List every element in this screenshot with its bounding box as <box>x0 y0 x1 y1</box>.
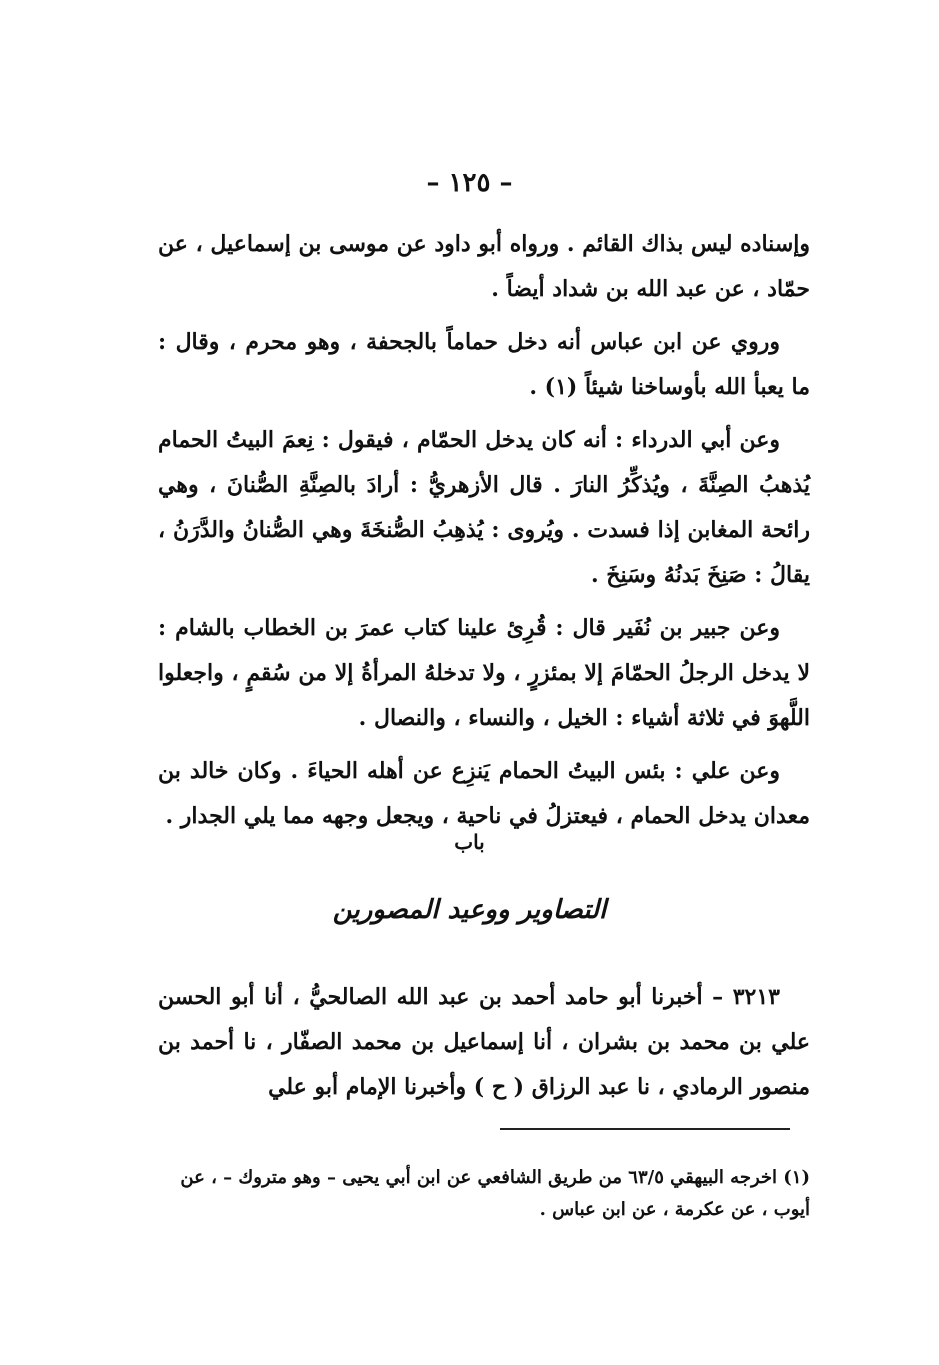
paragraph: وإسناده ليس بذاك القائم . ورواه أبو داود عن موسى بن إسماعيل ، عن حمّاد ، عن عبد الله بن شداد أيضاً . <box>158 231 810 302</box>
section-text <box>158 975 810 1118</box>
paragraph: وعن علي : بئس البيتُ الحمام يَنزِع عن أهله الحياءَ . وكان خالد بن معدان يدخل الحمام ، فيعتزلُ في ناحية ، ويجعل وجهه مما يلي الجدار . <box>158 758 810 829</box>
footnote: (١) اخرجه البيهقي ٦٣/٥ من طريق الشافعي عن ابن أبي يحيى – وهو متروك – ، عن أيوب ، عن عكرمة ، عن ابن عباس . <box>180 1167 810 1220</box>
footnotes <box>158 1162 810 1226</box>
chapter-label: باب <box>454 830 485 854</box>
main-text <box>158 222 810 847</box>
paragraph: وروي عن ابن عباس أنه دخل حماماً بالجحفة ، وهو محرم ، وقال : ما يعبأ الله بأوساخنا شيئاً (١) . <box>158 329 810 400</box>
footnote-divider <box>500 1128 790 1130</box>
paragraph: ٣٢١٣ – أخبرنا أبو حامد أحمد بن عبد الله الصالحيُّ ، أنا أبو الحسن علي بن محمد بن بشران ، أنا إسماعيل بن محمد الصفّار ، نا أحمد بن منصور الرمادي ، نا عبد الرزاق ( ح ) وأخبرنا الإمام أبو علي <box>158 984 810 1100</box>
paragraph: وعن جبير بن نُفَير قال : قُرِئ علينا كتاب عمرَ بن الخطاب بالشام : لا يدخل الرجلُ الحمّامَ إلا بمئزرٍ ، ولا تدخلهُ المرأةُ إلا من سُقمٍ ، واجعلوا اللَّهوَ في ثلاثة أشياء : الخيل ، والنساء ، والنصال . <box>158 615 810 731</box>
chapter-title: التصاوير ووعيد المصورين <box>332 895 607 925</box>
paragraph: وعن أبي الدرداء : أنه كان يدخل الحمّام ، فيقول : نِعمَ البيتُ الحمام يُذهبُ الصِنَّةَ ، ويُذكِّرُ النارَ . قال الأزهريُّ : أرادَ بالصِنَّةِ الصُّنانَ ، وهي رائحة المغابن إذا فسدت . ويُروى : يُذهِبُ الصُّنخَةَ وهي الصُّنانُ والدَّرَنُ ، يقالُ : صَنِخَ بَدنُهُ وسَنِخَ . <box>158 427 810 588</box>
page-number: – ١٢٥ – <box>426 168 513 198</box>
